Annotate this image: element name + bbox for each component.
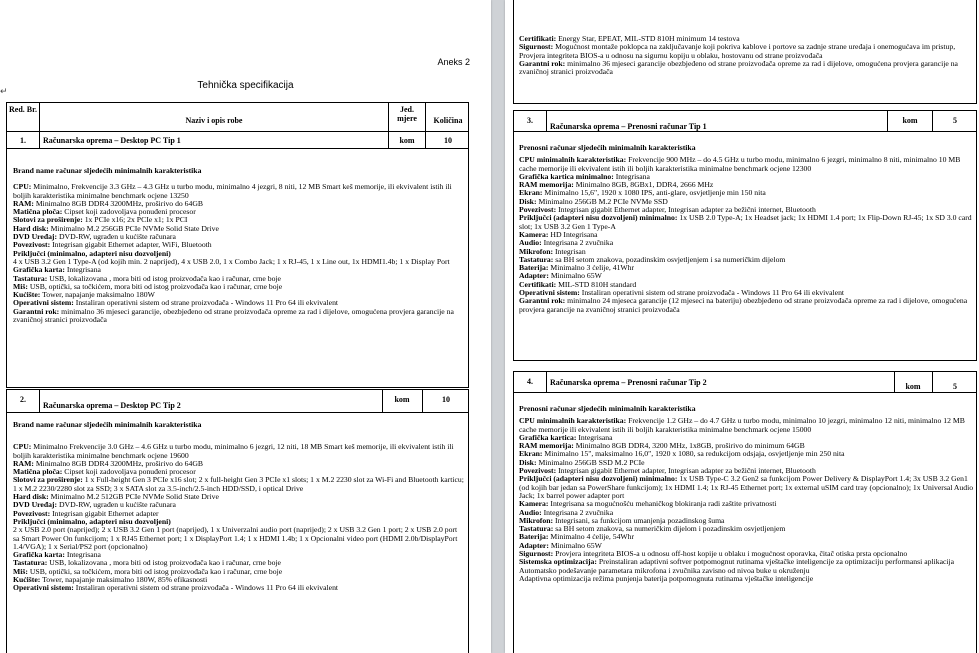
spec-value: Tower, napajanje maksimalno 180W, 85% efikasnosti <box>40 575 208 585</box>
spec-key: Sigurnost: <box>519 42 554 52</box>
spec-value: 1x USB Type-C 3.2 Gen2 sa funkcijom Power Delivery & DisplayPort 1.4; 3x USB 3.2 Gen1 (od kojih bar jedan sa PowerShare funkcijom); 1x HDMI 1.4; 1x RJ-45 Ethernet port; 1x external uSIM card tray (opcionalno); 1x Universal Audio Jack; 1x barrel power adapter port <box>519 474 974 500</box>
spec-key: Miš: <box>13 566 28 576</box>
header-red-br: Red. Br. <box>9 105 37 114</box>
spec-value: sa BH setom znakova, sa numeričkim dijelom i pozadinskim osvjetljenjem <box>553 524 786 534</box>
spec-value: 4 x USB 3.2 Gen 1 Type-A (od kojih min. 2 naprijed), 4 x USB 2.0, 1 x Combo Jack; 1 x RJ-45, 1 x Line out, 1x HDMI1.4b; 1 x Display Port <box>13 256 450 266</box>
spec-key: Kućište: <box>13 575 41 585</box>
spec-value: Minimalno 256GB M.2 PCIe NVMe SSD <box>536 196 668 206</box>
item-unit: kom <box>394 395 410 404</box>
item-1-description <box>6 148 469 388</box>
spec-key: Baterija: <box>519 532 549 542</box>
paragraph-marker-icon: ↵ <box>0 86 8 96</box>
item-3-description <box>513 131 977 361</box>
spec-value: minimalno 24 mjeseca garancije (12 mjeseci na bateriju) obezbjeđeno od strane proizvođača opreme za rad i dijelove, omogućena provjera garancije na zvaničnoj stranici proizvođača <box>519 296 968 314</box>
spec-value: USB, lokalizovana , mora biti od istog proizvođača kao i računar, crne boje <box>47 558 281 568</box>
spec-value: 1 x Full-height Gen 3 PCIe x16 slot; 2 x full-height Gen 3 PCIe x1 slots; 1 x M.2 2230 slot za Wi-Fi and Bluetooth karticu; 1 x M.2 2230/2280 slot za SSD; 3 x SATA slot za 3.5-inch/2.5-inch HDD/SSD, i optical Drive <box>13 475 464 493</box>
spec-line <box>13 183 465 200</box>
item-2-description <box>6 412 469 653</box>
spec-value: Minimalno M.2 512GB PCIe NVMe Solid State Drive <box>48 492 219 502</box>
spec-value: 1x PCIe x16; 2x PCIe x1; 1x PCI <box>82 215 188 225</box>
spec-key: Tastatura: <box>13 273 48 283</box>
spec-key: Sigurnost: <box>519 549 554 559</box>
spec-value: Instaliran operativni sistem od strane proizvođača - Windows 11 Pro 64 ili ekvivalent <box>579 288 845 298</box>
item-intro: Prenosni računar sljedećih minimalnih karakteristika <box>519 143 696 152</box>
item-name: Računarska oprema – Prenosni računar Tip 1 <box>550 122 707 131</box>
spec-key: CPU: <box>13 182 32 192</box>
spec-key: DVD Uređaj: <box>13 500 58 510</box>
spec-value: Preinstaliran adaptivni softver potpomognut rutinama vještačke inteligencije za optimizaciju performansi aplikacija <box>596 557 955 567</box>
spec-value: HD Integrisana <box>548 229 598 239</box>
item-intro: Prenosni računar sljedećih minimalnih karakteristika <box>519 404 696 413</box>
spec-key: Matična ploča: <box>13 467 63 477</box>
item-unit: kom <box>399 136 415 145</box>
spec-value: Integrisana <box>64 265 101 275</box>
spec-value: Tower, napajanje maksimalno 180W <box>40 290 155 300</box>
spec-key: Audio: <box>519 238 542 248</box>
item-unit: kom <box>905 382 921 391</box>
spec-key: Slotovi za proširenje: <box>13 475 83 485</box>
spec-key: RAM: <box>13 458 34 468</box>
spec-key: Slotovi za proširenje: <box>13 215 83 225</box>
spec-key: Operativni sistem: <box>13 298 74 308</box>
table-row-item-4 <box>513 371 977 393</box>
spec-key: Hard disk: <box>13 223 49 233</box>
spec-key: Operativni sistem: <box>13 583 74 593</box>
spec-value: DVD-RW, ugrađen u kućište računara <box>57 500 176 510</box>
spec-line <box>13 308 465 325</box>
spec-value: Minimalno 65W <box>548 540 602 550</box>
spec-key: Priključci (adapteri nisu dozvoljeni) minimalno: <box>519 474 678 484</box>
spec-value: Integrisani, sa funkcijom umanjenja pozadinskog šuma <box>553 515 725 525</box>
table-row-item-2 <box>6 389 469 413</box>
spec-key: CPU minimalnih karakteristika: <box>519 416 627 426</box>
spec-value: Minimalno 65W <box>548 271 602 281</box>
spec-value: Minimalno 8GB DDR4 3200MHz, proširivo do 64GB <box>33 198 204 208</box>
spec-value: Integrisana 2 zvučnika <box>541 238 614 248</box>
spec-value: Integrisana <box>576 432 613 442</box>
item-quantity: 5 <box>953 116 957 125</box>
table-header <box>6 102 469 132</box>
spec-value: Minimalno, Frekvencije 3.3 GHz – 4.3 GHz u turbo modu, minimalno 4 jezgri, 8 niti, 12 MB Smart keš memorije, ili ekvivalent istih ili boljih karakteristika minimalne benchmark ocjene 13250 <box>13 182 452 200</box>
spec-key: RAM: <box>13 198 34 208</box>
spec-value: Minimalno M.2 256GB PCIe NVMe Solid State Drive <box>48 223 219 233</box>
header-jed: Jed. mjere <box>397 105 417 123</box>
spec-value: USB, optički, sa točkićem, mora biti od istog proizvođača kao i računar, crne boje <box>27 281 283 291</box>
spec-line <box>13 443 465 460</box>
spec-value: Minimalno 3 ćelije, 41Whr <box>548 263 635 273</box>
table-row-item-3 <box>513 110 977 132</box>
spec-key: Garantni rok: <box>13 306 60 316</box>
item-4-description <box>513 392 977 653</box>
spec-value: Integrisan gigabit Ethernet adapter <box>50 508 159 518</box>
spec-value: Minimalno 15,6", 1920 x 1080 IPS, anti-glare, osvjetljenje min 150 nita <box>542 188 766 198</box>
spec-value: MIL-STD 810H standard <box>556 279 637 289</box>
spec-value: DVD-RW, ugrađen u kućište računara <box>57 232 176 242</box>
item-name: Računarska oprema – Prenosni računar Tip 2 <box>550 378 707 387</box>
spec-line <box>519 239 975 247</box>
item-quantity: 5 <box>953 382 957 391</box>
spec-value: Automatsko podešavanje parametara mikrofona i zvučnika zavisno od nivoa buke u okruženju <box>519 565 810 575</box>
continued-block <box>513 0 977 104</box>
spec-line <box>519 417 975 434</box>
spec-key: Disk: <box>519 196 537 206</box>
spec-key: DVD Uređaj: <box>13 232 58 242</box>
header-kolicina: Količina <box>433 116 463 125</box>
spec-value: Frekvencije 900 MHz – do 4.5 GHz u turbo modu, minimalno 6 jezgri, minimalno 8 niti, minimalno 10 MB cache memorije ili ekvivalent istih ili boljih karakteristika minimalne benchmark ocjene 12300 <box>519 155 961 173</box>
item-quantity: 10 <box>444 136 452 145</box>
spec-value: Minimalno 15", maksimalno 16,0", 1920 x 1080, sa redukcijom odsjaja, osvjetljenje min 250 nita <box>542 449 845 459</box>
spec-key: Adapter: <box>519 271 549 281</box>
item-name: Računarska oprema – Desktop PC Tip 1 <box>43 136 181 145</box>
item-quantity: 10 <box>442 395 450 404</box>
spec-line <box>519 297 975 314</box>
spec-key: Povezivost: <box>519 466 557 476</box>
spec-key: Kućište: <box>13 290 41 300</box>
spec-line <box>13 476 465 493</box>
spec-value: Instaliran operativni sistem od strane proizvođača - Windows 11 Pro 64 ili ekvivalent <box>73 583 339 593</box>
spec-key: Tastatura: <box>519 524 554 534</box>
spec-value: Cipset koji zadovoljava ponuđeni procesor <box>62 207 196 217</box>
spec-line <box>519 575 975 583</box>
item-name: Računarska oprema – Desktop PC Tip 2 <box>43 401 181 410</box>
spec-key: Ekran: <box>519 188 543 198</box>
spec-key: Mikrofon: <box>519 515 554 525</box>
spec-line <box>519 475 975 500</box>
spec-key: Ekran: <box>519 449 543 459</box>
spec-key: Grafička karta: <box>13 265 65 275</box>
spec-value: 1x USB 2.0 Type-A; 1x Headset jack; 1x HDMI 1.4 port; 1x Flip-Down RJ-45; 1x SD 3.0 card slot; 1x USB 3.2 Gen 1 Type-A <box>519 213 972 231</box>
spec-key: RAM memorija: <box>519 441 574 451</box>
annex-label: Aneks 2 <box>437 57 470 67</box>
spec-key: Povezivost: <box>519 205 557 215</box>
spec-key: Grafička kartica minimalno: <box>519 171 614 181</box>
spec-value: Integrisana <box>613 171 650 181</box>
spec-key: Tastatura: <box>519 254 554 264</box>
spec-key: Audio: <box>519 507 542 517</box>
spec-value: Integrisana <box>64 550 101 560</box>
spec-key: Matična ploča: <box>13 207 63 217</box>
spec-value: USB, optički, sa točkićem, mora biti od istog proizvođača kao i računar, crne boje <box>27 566 283 576</box>
spec-key: Sistemska optimizacija: <box>519 557 597 567</box>
spec-value: 2 x USB 2.0 port (naprijed); 2 x USB 3.2 Gen 1 port (naprijed), 1 x Univerzalni audio port (naprijed); 2 x USB 3.2 Gen 1 port; 2 x USB 2.0 port sa Smart Power On funkcijom; 1 x RJ45 Ethernet port; 1 x DisplayPort 1.4; 1 x HDMI 1.4b; 1 x Opcionalni video port (HDMI 2.0b/DisplayPort 1.4/VGA); 1 x Serial/PS2 port (opcionalno) <box>13 525 458 551</box>
header-naziv: Naziv i opis robe <box>185 116 243 125</box>
spec-value: USB, lokalizovana , mora biti od istog proizvođača kao i računar, crne boje <box>47 273 281 283</box>
item-intro: Brand name računar sljedećih minimalnih karakteristika <box>13 166 202 175</box>
spec-value: Instaliran operativni sistem od strane proizvođača - Windows 11 Pro 64 ili ekvivalent <box>73 298 339 308</box>
spec-value: Adaptivna optimizacija režima punjenja baterija potpomognuta rutinama vještačke inteligencije <box>519 573 814 583</box>
spec-key: Kamera: <box>519 499 549 509</box>
table-row-item-1 <box>6 131 469 149</box>
spec-key: CPU: <box>13 442 32 452</box>
spec-key: Disk: <box>519 457 537 467</box>
spec-value: Integrisana sa mogućnošću mehaničkog blokiranja radi zaštite privatnosti <box>548 499 777 509</box>
spec-value: Frekvencije 1.2 GHz – do 4.7 GHz u turbo modu, minimalno 10 jezgri, minimalno 12 niti, minimalno 12 MB cache memorije ili ekvivalent istih ili boljih karakteristika minimalne benchmark ocjene 15000 <box>519 416 965 434</box>
spec-key: Povezivost: <box>13 508 51 518</box>
spec-key: Garantni rok: <box>519 296 566 306</box>
spec-value: Minimalno 8GB DDR4 3200MHz, proširivo do 64GB <box>33 458 204 468</box>
spec-value: Integrisan gigabit Ethernet adapter, WiFi, Bluetooth <box>50 240 212 250</box>
spec-value: Integrisan gigabit Ethernet adapter, Integrisan adapter za bežični internet, Bluetooth <box>556 205 816 215</box>
spec-key: Certifikati: <box>519 34 557 43</box>
spec-line <box>13 526 465 551</box>
spec-key: Baterija: <box>519 263 549 273</box>
spec-key: CPU minimalnih karakteristika: <box>519 155 627 165</box>
spec-value: Minimalno Frekvencije 3.0 GHz – 4.6 GHz u turbo modu, minimalno 6 jezgri, 12 niti, 18 MB Smart keš memorije, ili ekvivalent istih ili boljih karakteristika minimalne benchmark ocjene 19600 <box>13 442 454 460</box>
spec-key: Priključci (minimalno, adapteri nisu dozvoljeni) <box>13 516 171 526</box>
document-page-right <box>505 0 979 653</box>
spec-key: Tastatura: <box>13 558 48 568</box>
spec-key: Adapter: <box>519 540 549 550</box>
spec-key: Priključci (adapteri nisu dozvoljeni) minimalno: <box>519 213 678 223</box>
spec-key: Operativni sistem: <box>519 288 580 298</box>
spec-key: Certifikati: <box>519 279 557 289</box>
spec-value: Minimalno 256GB SSD M.2 PCIe <box>536 457 645 467</box>
spec-value: Cipset koji zadovoljava ponuđeni procesor <box>62 467 196 477</box>
spec-key: Mikrofon: <box>519 246 554 256</box>
item-number: 4. <box>527 377 533 386</box>
spec-line <box>519 43 974 60</box>
item-number: 3. <box>527 116 533 125</box>
spec-value: Provjera integriteta BIOS-a u odnosu off-host kopije u oblaku i mogućnost oporavka, čitač otiska prsta opcionalno <box>553 549 908 559</box>
item-number: 2. <box>20 395 26 404</box>
spec-value: Integrisana 2 zvučnika <box>541 507 614 517</box>
spec-key: Kamera: <box>519 229 549 239</box>
spec-key: Hard disk: <box>13 492 49 502</box>
spec-key: Garantni rok: <box>519 58 566 68</box>
spec-key: Povezivost: <box>13 240 51 250</box>
item-number: 1. <box>20 136 26 145</box>
spec-line <box>519 60 974 77</box>
spec-value: Energy Star, EPEAT, MIL-STD 810H minimum 14 testova <box>556 34 740 43</box>
spec-key: Priključci (minimalno, adapteri nisu dozvoljeni) <box>13 248 171 258</box>
spec-value: Integrisan gigabit Ethernet adapter, Integrisan adapter za bežični internet, Bluetooth <box>556 466 816 476</box>
spec-key: Grafička kartica: <box>519 432 577 442</box>
spec-value: Minimalno 8GB DDR4, 3200 MHz, 1x8GB, proširivo do minimum 64GB <box>573 441 805 451</box>
spec-line <box>519 214 975 231</box>
spec-value: Minimalno 8GB, 8GBx1, DDR4, 2666 MHz <box>573 180 714 190</box>
item-unit: kom <box>902 116 918 125</box>
spec-value: minimalno 36 mjeseci garancije obezbjeđeno od strane proizvođača opreme za rad i dijelove, omogućena provjera garancije na zvaničnoj stranici proizvođača <box>519 58 958 77</box>
spec-key: Miš: <box>13 281 28 291</box>
spec-value: Integrisan <box>553 246 586 256</box>
spec-value: Mogućnost montaže poklopca na zaključavanje koji pokriva kablove i portove sa zadnje strane uređaja i onemogućava im pristup, Provjera integriteta BIOS-a u odnosu na sigurnu kopiju u oblaku, hostovanu od strane proizvođača <box>519 42 956 60</box>
spec-line <box>13 584 465 592</box>
spec-line <box>519 156 975 173</box>
page-title: Tehnička specifikacija <box>197 80 294 91</box>
spec-key: RAM memorija: <box>519 180 574 190</box>
spec-value: Minimalno 4 ćelije, 54Whr <box>548 532 635 542</box>
spec-value: minimalno 36 mjeseci garancije, obezbjeđeno od strane proizvođača opreme za rad i dijelove, omogućena provjera garancije na zvaničnoj stranici proizvođača <box>13 306 454 325</box>
spec-key: Grafička karta: <box>13 550 65 560</box>
spec-value: sa BH setom znakova, pozadinskim osvjetljenjem i sa numeričkim dijelom <box>553 254 786 264</box>
item-intro: Brand name računar sljedećih minimalnih karakteristika <box>13 420 202 429</box>
